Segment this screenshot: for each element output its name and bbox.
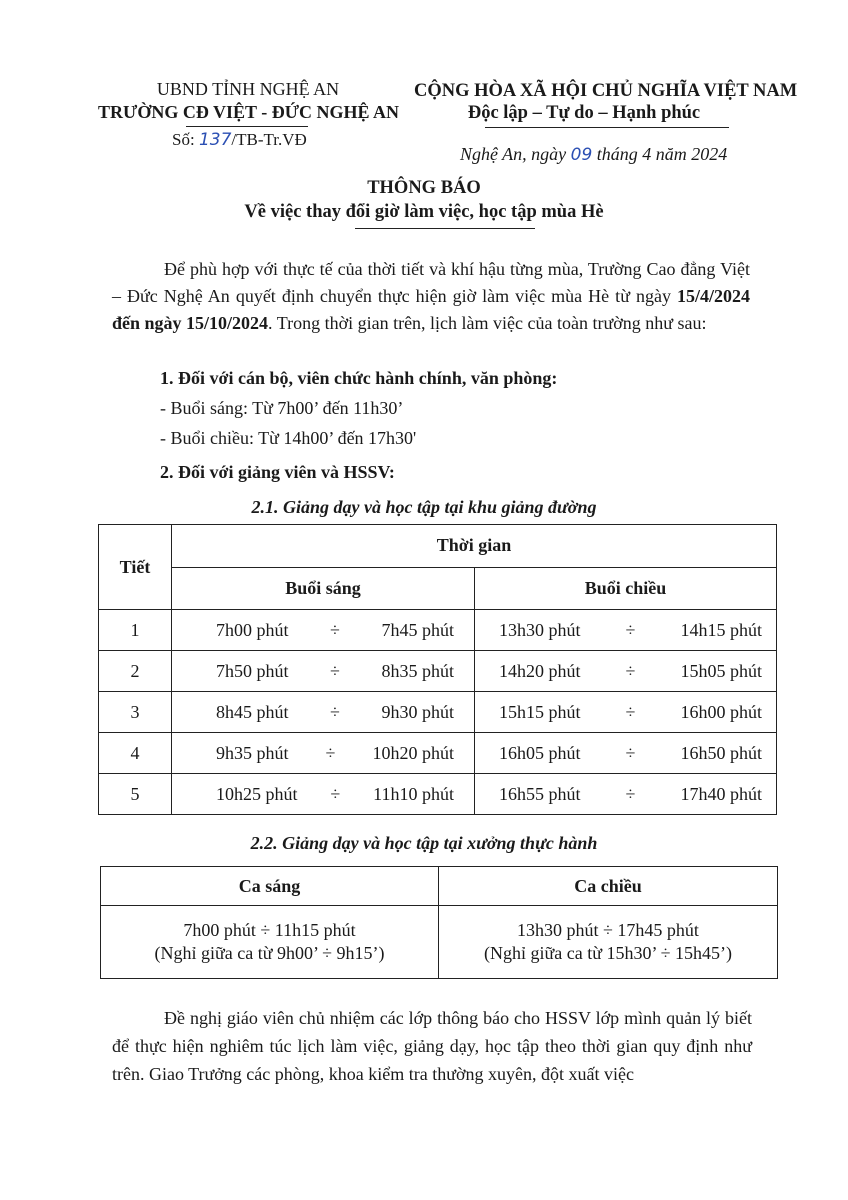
header-afternoon: Buổi chiều xyxy=(475,567,777,610)
divide-sign: ÷ xyxy=(330,783,341,804)
header-afternoon-shift: Ca chiều xyxy=(439,867,778,906)
am-end: 9h30 phút xyxy=(381,701,454,722)
table-row xyxy=(99,651,777,692)
section-2-heading: 2. Đối với giảng viên và HSSV: xyxy=(160,462,395,482)
divide-sign: ÷ xyxy=(625,660,636,681)
date-day-handwritten: 09 xyxy=(570,145,593,165)
country-name: CỘNG HÒA XÃ HỘI CHỦ NGHĨA VIỆT NAM xyxy=(414,81,798,101)
morning-shift-cell xyxy=(101,906,439,979)
table-header-row xyxy=(99,525,777,568)
table-row xyxy=(99,692,777,733)
section-1-morning: - Buổi sáng: Từ 7h00’ đến 11h30’ xyxy=(160,398,404,418)
table-row xyxy=(99,610,777,651)
document-number-prefix: Số: xyxy=(172,130,195,149)
header-morning: Buổi sáng xyxy=(172,567,475,610)
pm-start: 13h30 phút xyxy=(499,619,581,640)
am-end: 7h45 phút xyxy=(381,619,454,640)
morning-shift-time: 7h00 phút ÷ 11h15 phút xyxy=(183,920,356,940)
place-and-date xyxy=(460,144,727,165)
row-tiet: 2 xyxy=(99,651,172,692)
intro-paragraph xyxy=(112,256,750,337)
pm-start: 16h05 phút xyxy=(499,742,581,763)
header-tiet: Tiết xyxy=(99,525,172,610)
pm-end: 17h40 phút xyxy=(680,783,762,804)
am-start: 9h35 phút xyxy=(216,742,289,763)
divide-sign: ÷ xyxy=(325,742,336,763)
document-number-suffix: /TB-Tr.VĐ xyxy=(231,130,307,149)
afternoon-shift-break: (Nghỉ giữa ca từ 15h30’ ÷ 15h45’) xyxy=(483,943,732,963)
issuer-authority: UBND TỈNH NGHỆ AN xyxy=(156,79,340,99)
intro-text-2: . Trong thời gian trên, lịch làm việc của toàn trường như sau: xyxy=(268,313,707,333)
section-2-1-heading: 2.1. Giảng dạy và học tập tại khu giảng đường xyxy=(251,497,597,517)
pm-start: 15h15 phút xyxy=(499,701,581,722)
issuer-underline xyxy=(186,126,308,127)
divide-sign: ÷ xyxy=(330,660,340,681)
afternoon-shift-cell xyxy=(439,906,778,979)
document-number-handwritten: 137 xyxy=(198,130,232,150)
pm-end: 16h50 phút xyxy=(680,742,762,763)
closing-paragraph: Đề nghị giáo viên chủ nhiệm các lớp thông báo cho HSSV lớp mình quản lý biết để thực hiện nghiêm túc lịch làm việc, giảng dạy, học tập theo thời gian quy định như trên. Giao Trưởng các phòng, khoa kiểm tra thường xuyên, đột xuất việc xyxy=(112,1008,752,1084)
divide-sign: ÷ xyxy=(625,783,636,804)
table-row xyxy=(101,906,778,979)
divide-sign: ÷ xyxy=(625,701,636,722)
issuer-block xyxy=(98,78,398,124)
am-start: 7h00 phút xyxy=(216,619,289,640)
national-motto: Độc lập – Tự do – Hạnh phúc xyxy=(467,103,701,123)
divide-sign: ÷ xyxy=(625,742,636,763)
header-morning-shift: Ca sáng xyxy=(101,867,439,906)
intro-dates: 15/4/2024 đến ngày 15/10/2024 xyxy=(112,286,750,333)
date-prefix: Nghệ An, ngày xyxy=(460,144,567,164)
issuer-school: TRƯỜNG CĐ VIỆT - ĐỨC NGHỆ AN xyxy=(98,102,400,122)
am-start: 8h45 phút xyxy=(216,701,289,722)
pm-end: 16h00 phút xyxy=(680,701,762,722)
lecture-schedule-table xyxy=(98,524,777,815)
am-start: 10h25 phút xyxy=(216,783,298,804)
divide-sign: ÷ xyxy=(625,619,636,640)
row-tiet: 3 xyxy=(99,692,172,733)
am-end: 8h35 phút xyxy=(381,660,454,681)
pm-end: 15h05 phút xyxy=(680,660,762,681)
table-header-row xyxy=(101,867,778,906)
pm-start: 16h55 phút xyxy=(499,783,581,804)
document-number xyxy=(172,130,307,150)
divide-sign: ÷ xyxy=(330,619,340,640)
header-time: Thời gian xyxy=(172,525,777,568)
pm-start: 14h20 phút xyxy=(499,660,581,681)
document-title: THÔNG BÁO xyxy=(367,178,481,198)
row-tiet: 5 xyxy=(99,774,172,815)
afternoon-shift-time: 13h30 phút ÷ 17h45 phút xyxy=(517,920,699,940)
am-end: 11h10 phút xyxy=(373,783,454,804)
motto-underline xyxy=(485,127,729,128)
pm-end: 14h15 phút xyxy=(680,619,762,640)
date-suffix: tháng 4 năm 2024 xyxy=(596,144,728,164)
row-tiet: 4 xyxy=(99,733,172,774)
intro-text-1: Để phù hợp với thực tế của thời tiết và khí hậu từng mùa, Trường Cao đẳng Việt – Đức Nghệ An quyết định chuyển thực hiện giờ làm việc mùa Hè từ ngày xyxy=(112,259,750,306)
national-motto-block xyxy=(414,80,798,124)
subtitle-underline xyxy=(355,228,535,229)
am-start: 7h50 phút xyxy=(216,660,289,681)
morning-shift-break: (Nghỉ giữa ca từ 9h00’ ÷ 9h15’) xyxy=(154,943,385,963)
divide-sign: ÷ xyxy=(330,701,340,722)
document-subtitle: Về việc thay đổi giờ làm việc, học tập mùa Hè xyxy=(244,202,604,222)
table-subheader-row xyxy=(99,567,777,610)
row-tiet: 1 xyxy=(99,610,172,651)
workshop-schedule-table xyxy=(100,866,778,979)
section-1-heading: 1. Đối với cán bộ, viên chức hành chính, văn phòng: xyxy=(160,368,558,388)
table-row xyxy=(99,774,777,815)
table-row xyxy=(99,733,777,774)
section-1-afternoon: - Buổi chiều: Từ 14h00’ đến 17h30' xyxy=(160,428,417,448)
section-2-2-heading: 2.2. Giảng dạy và học tập tại xưởng thực hành xyxy=(250,833,598,853)
am-end: 10h20 phút xyxy=(372,742,454,763)
